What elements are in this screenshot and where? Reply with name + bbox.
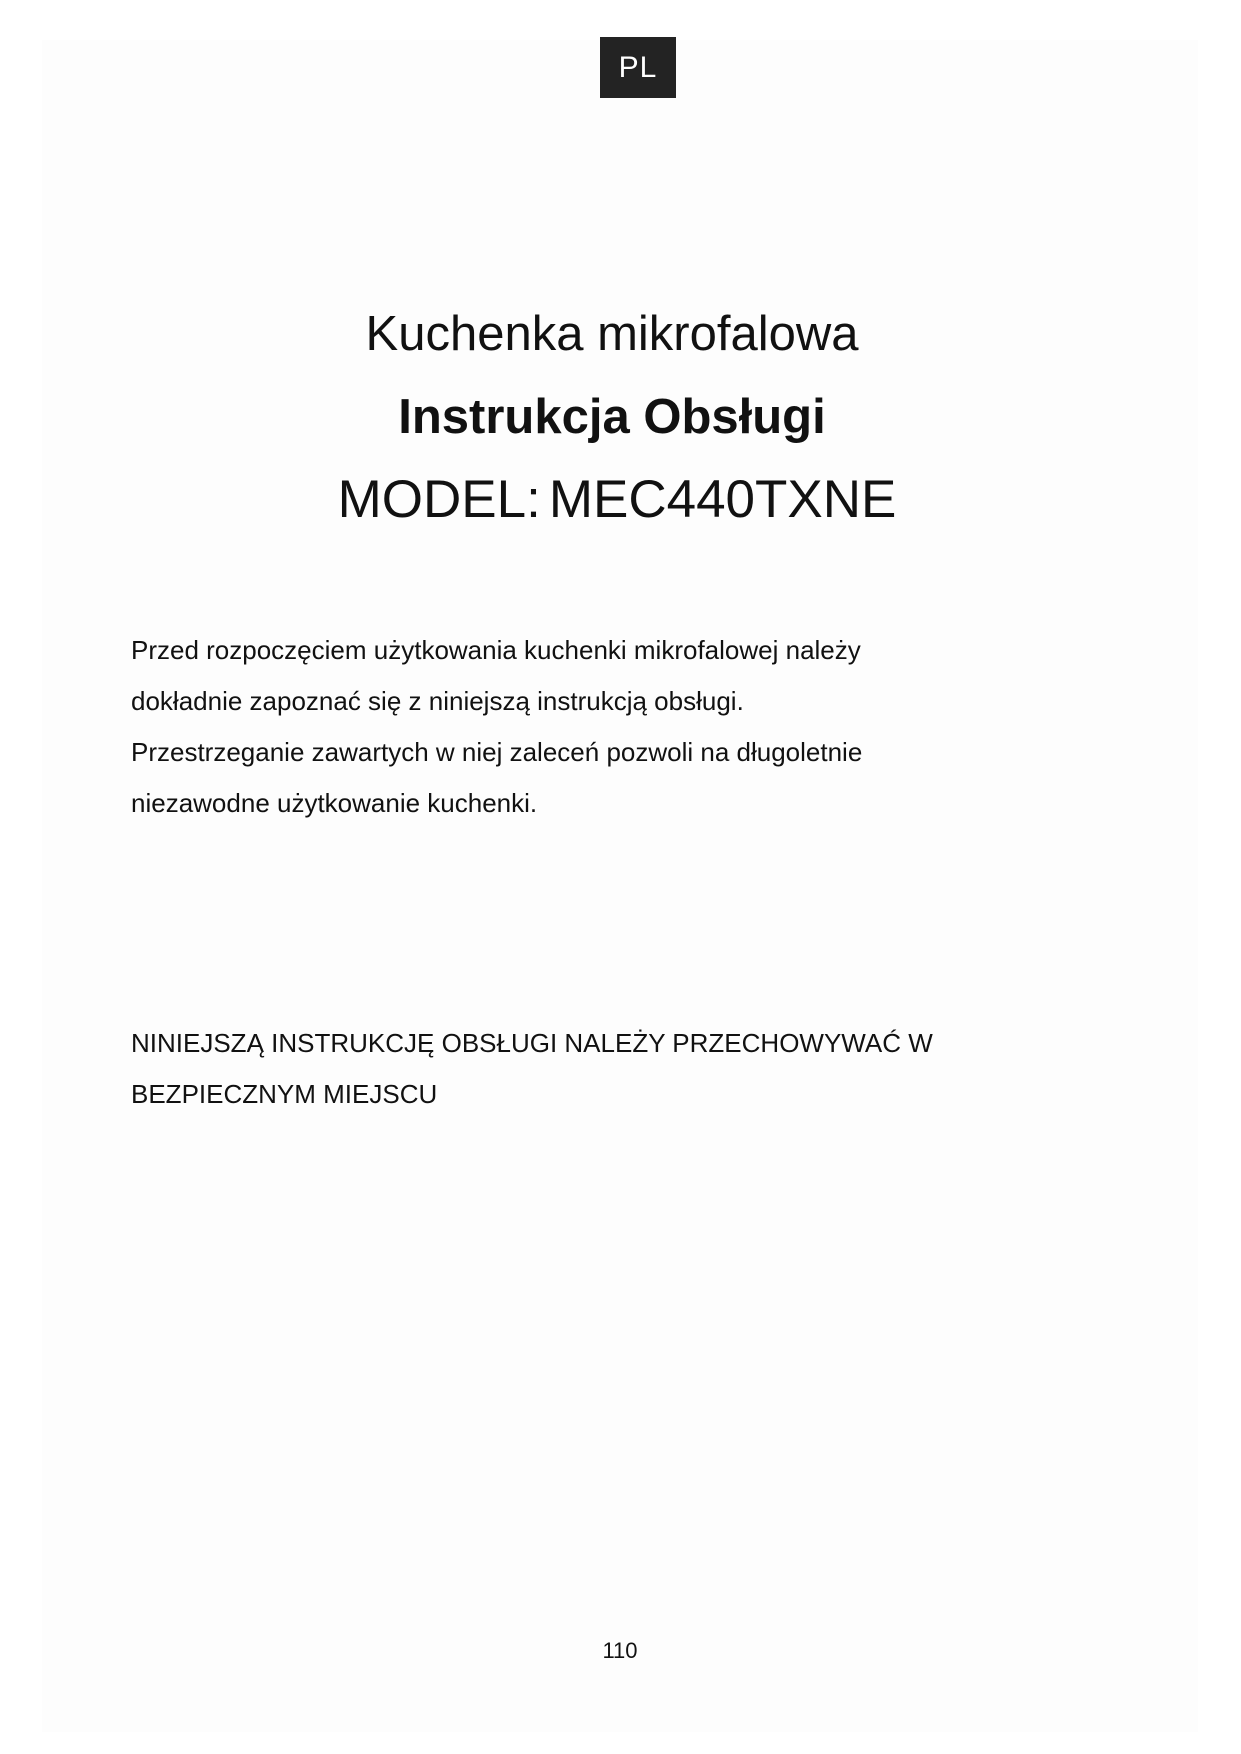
product-name: Kuchenka mikrofalowa (365, 307, 859, 361)
language-badge: PL (600, 37, 676, 98)
storage-notice (131, 1023, 1091, 1125)
model-label: MODEL: (337, 470, 541, 529)
notice-line: BEZPIECZNYM MIEJSCU (131, 1079, 438, 1109)
intro-line: niezawodne użytkowanie kuchenki. (131, 788, 538, 818)
model-value: MEC440TXNE (548, 470, 897, 529)
intro-paragraph (131, 630, 1091, 834)
page-background (42, 40, 1198, 1732)
page-number: 110 (602, 1638, 638, 1663)
notice-line: NINIEJSZĄ INSTRUKCJĘ OBSŁUGI NALEŻY PRZECHOWYWAĆ W (131, 1028, 933, 1058)
intro-line: Przed rozpoczęciem użytkowania kuchenki mikrofalowej należy (131, 635, 861, 665)
manual-heading: Instrukcja Obsługi (398, 390, 826, 444)
intro-line: dokładnie zapoznać się z niniejszą instrukcją obsługi. (131, 686, 744, 716)
model-line (0, 470, 1234, 530)
intro-line: Przestrzeganie zawartych w niej zaleceń pozwoli na długoletnie (131, 737, 863, 767)
